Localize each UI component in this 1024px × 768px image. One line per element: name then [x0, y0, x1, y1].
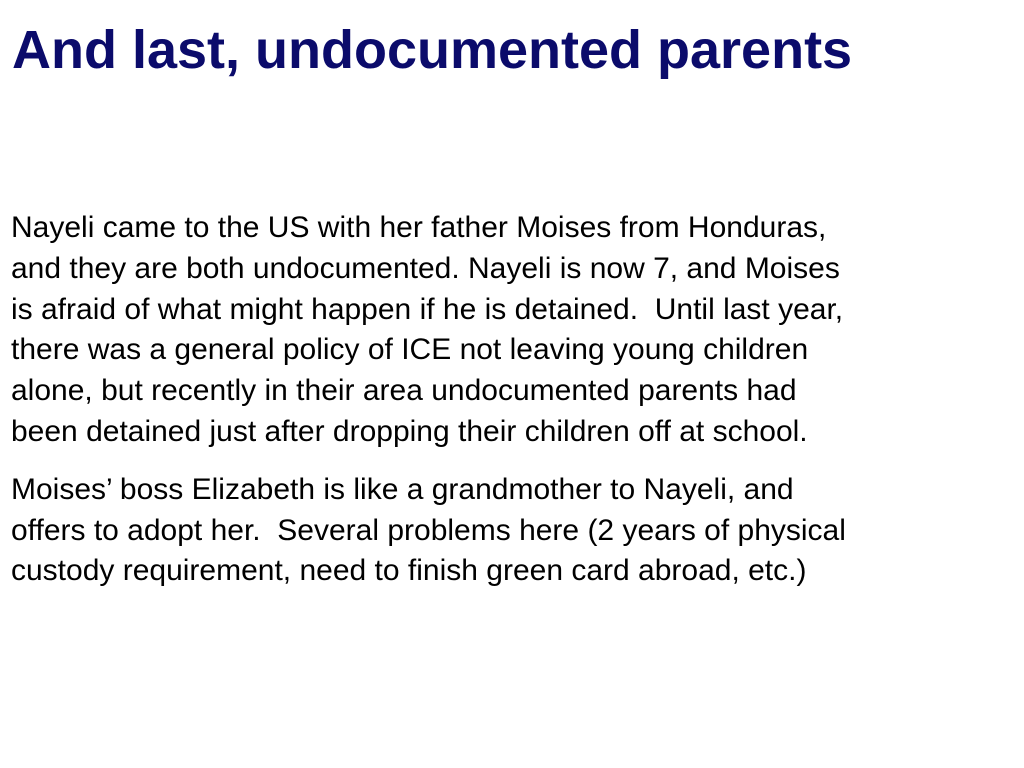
paragraph-nayeli-background: Nayeli came to the US with her father Moises from Honduras, and they are both undocumented. Nayeli is now 7, and Moises is afraid of what might happen if he is detained. Until last year, there was a general policy of ICE not leaving young children alone, but recently in their area undocumented parents had been detained just after dropping their children off at school.	[11, 211, 844, 448]
paragraph-adoption-offer: Moises’ boss Elizabeth is like a grandmother to Nayeli, and offers to adopt her. Several problems here (2 years of physical custody requirement, need to finish green card abroad, etc.)	[11, 472, 846, 588]
slide-body	[11, 208, 1011, 592]
slide-title: And last, undocumented parents	[12, 20, 853, 80]
